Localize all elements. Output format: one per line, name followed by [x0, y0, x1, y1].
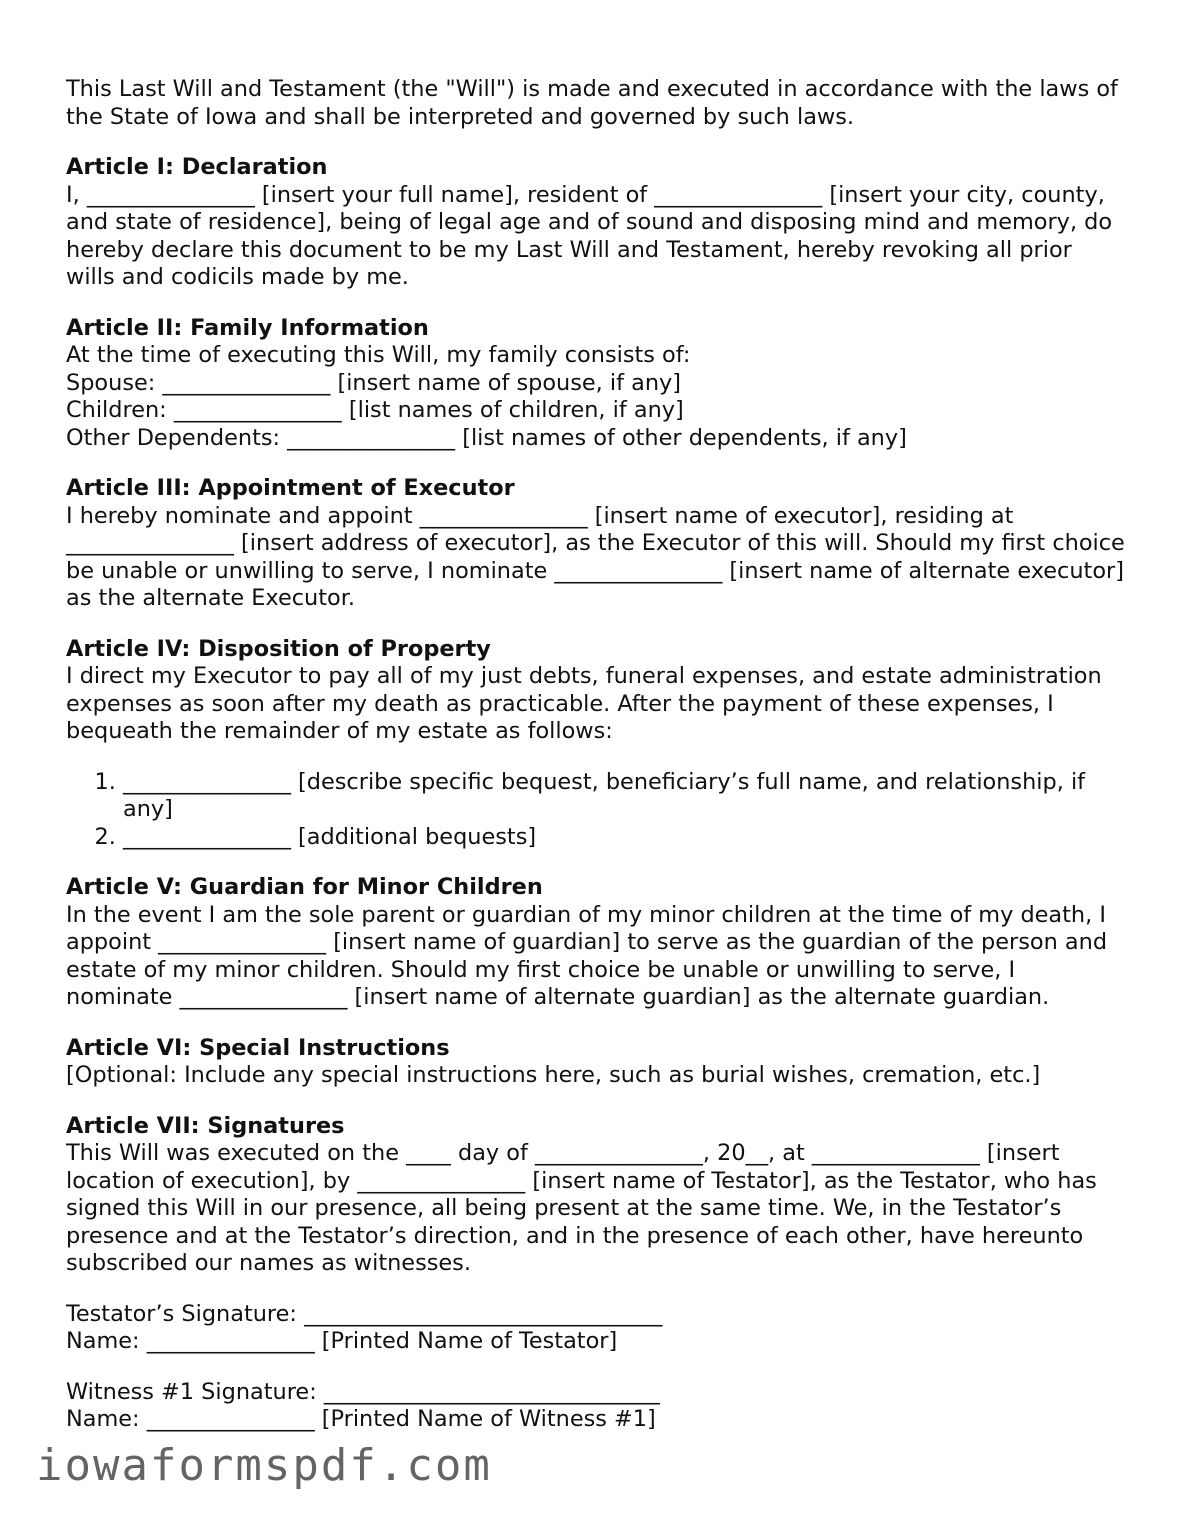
- article-3-body: I hereby nominate and appoint _______________ [insert name of executor], residing at _______________ [insert address of executor], as the Executor of this will. Should my first choice be unable or unwilling to serve, I nominate _______________ [insert name of alternate executor] as the alternate Executor.: [66, 502, 1125, 611]
- other-dependents-line: Other Dependents: _______________ [list names of other dependents, if any]: [66, 424, 907, 451]
- witness-1-signature-block: [66, 1379, 1126, 1434]
- witness-1-name-line[interactable]: Name: _______________ [Printed Name of Witness #1]: [66, 1406, 656, 1432]
- article-5-section: [66, 874, 1126, 1012]
- testator-signature-line[interactable]: Testator’s Signature: ________________________________: [66, 1300, 663, 1327]
- article-7-heading: Article VII: Signatures: [66, 1112, 345, 1139]
- article-6-body: [Optional: Include any special instructions here, such as burial wishes, cremation, etc.]: [66, 1062, 1041, 1088]
- article-6-heading: Article VI: Special Instructions: [66, 1034, 450, 1061]
- bequest-item-1: 1. _______________ [describe specific bequest, beneficiary’s full name, and relationship, if any]: [123, 769, 1126, 824]
- article-4-heading: Article IV: Disposition of Property: [66, 635, 491, 662]
- article-7-section: [66, 1113, 1126, 1278]
- children-line: Children: _______________ [list names of children, if any]: [66, 397, 684, 423]
- article-4-body: I direct my Executor to pay all of my just debts, funeral expenses, and estate administration expenses as soon after my death as practicable. After the payment of these expenses, I bequeath the remainder of my estate as follows:: [66, 663, 1102, 744]
- article-3-section: [66, 475, 1126, 613]
- testator-signature-block: [66, 1301, 1126, 1356]
- article-2-section: [66, 315, 1126, 453]
- witness-1-signature-line[interactable]: Witness #1 Signature: ______________________________: [66, 1378, 660, 1405]
- watermark-text: iowaformspdf.com: [36, 1440, 492, 1491]
- article-2-heading: Article II: Family Information: [66, 314, 429, 341]
- spouse-line: Spouse: _______________ [insert name of spouse, if any]: [66, 369, 682, 396]
- family-intro-line: At the time of executing this Will, my family consists of:: [66, 342, 691, 368]
- article-1-heading: Article I: Declaration: [66, 154, 328, 180]
- will-document: [66, 76, 1126, 1434]
- article-5-body: In the event I am the sole parent or guardian of my minor children at the time of my death, I appoint _______________ [insert name of guardian] to serve as the guardian of the person and estate of my minor children. Should my first choice be unable or unwilling to serve, I nominate _______________ [insert name of alternate guardian] as the alternate guardian.: [66, 901, 1108, 1010]
- article-7-body: This Will was executed on the ____ day of _______________, 20__, at _______________ [insert location of execution], by _______________ [insert name of Testator], as the Testator, who has signed this Will in our presence, all being present at the same time. We, in the Testator’s presence and at the Testator’s direction, and in the presence of each other, have hereunto subscribed our names as witnesses.: [66, 1140, 1097, 1276]
- article-5-heading: Article V: Guardian for Minor Children: [66, 874, 543, 900]
- article-3-heading: Article III: Appointment of Executor: [66, 475, 515, 501]
- article-1-body: I, _______________ [insert your full name], resident of _______________ [insert your city, county, and state of residence], being of legal age and of sound and disposing mind and memory, do hereby declare this document to be my Last Will and Testament, hereby revoking all prior wills and codicils made by me.: [66, 181, 1113, 290]
- intro-paragraph: This Last Will and Testament (the "Will") is made and executed in accordance with the laws of the State of Iowa and shall be interpreted and governed by such laws.: [66, 76, 1118, 130]
- bequest-list: [66, 769, 1126, 852]
- article-1-section: [66, 154, 1126, 292]
- article-6-section: [66, 1035, 1126, 1090]
- bequest-item-2: 2. _______________ [additional bequests]: [123, 824, 1126, 852]
- article-4-section: [66, 636, 1126, 852]
- testator-name-line[interactable]: Name: _______________ [Printed Name of Testator]: [66, 1328, 618, 1354]
